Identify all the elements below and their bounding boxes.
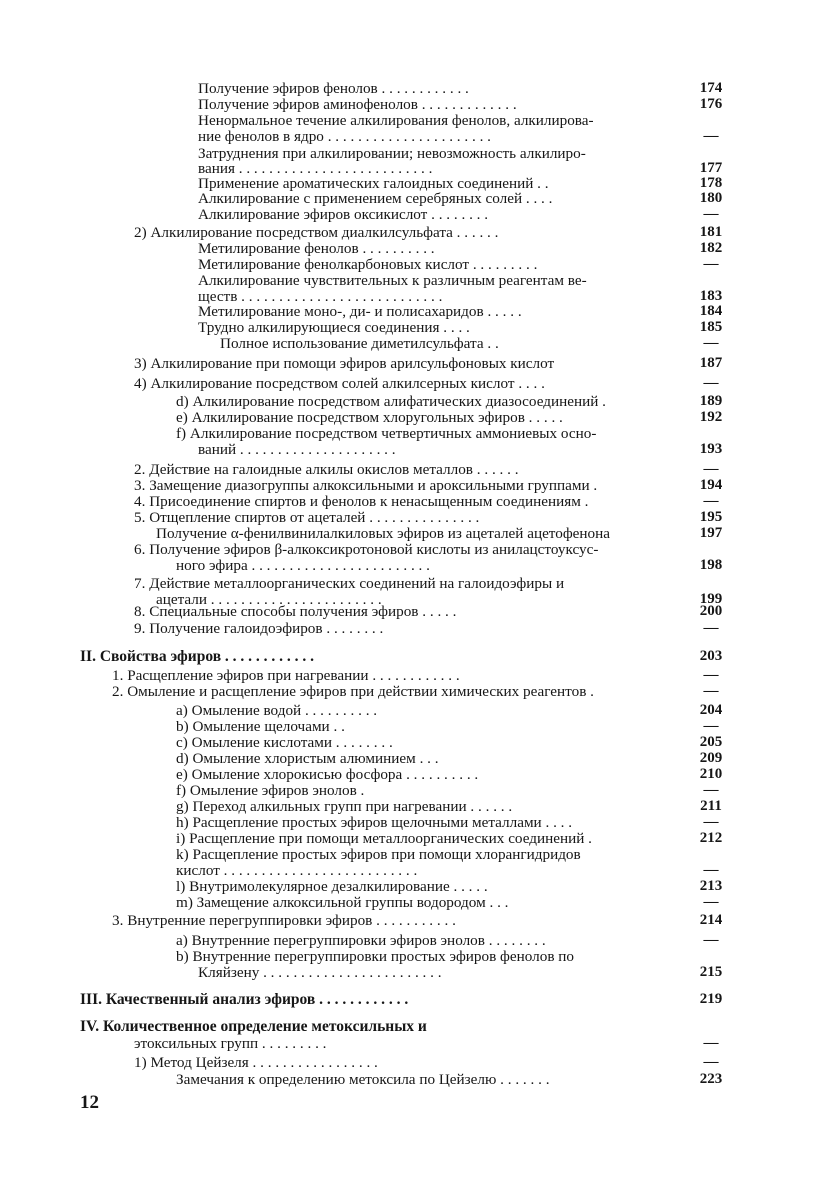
page-number: 12 — [80, 1092, 99, 1113]
toc-entry-text: 1) Метод Цейзеля . . . . . . . . . . . . . . . . . — [134, 1054, 378, 1071]
toc-entry-text: Алкилирование эфиров оксикислот . . . . . . . . — [198, 206, 489, 223]
toc-entry-page: 205 — [699, 734, 723, 750]
toc-entry-page: — — [703, 667, 719, 683]
toc-entry-text: a) Омыление водой . . . . . . . . . . — [176, 702, 378, 719]
toc-entry-text: Полное использование диметилсульфата . . — [220, 335, 499, 352]
toc-entry-page: — — [703, 1054, 719, 1070]
toc-entry-page: — — [703, 493, 719, 509]
toc-entry-text: Алкилирование чувствительных к различным реагентам ве- — [198, 272, 587, 289]
toc-entry-page: — — [703, 1035, 719, 1051]
toc-entry-text: этоксильных групп . . . . . . . . . — [134, 1035, 327, 1052]
toc-entry-page: 215 — [699, 964, 723, 980]
toc-entry-page: 181 — [699, 224, 723, 240]
toc-entry-page: 184 — [699, 303, 723, 319]
toc-entry-page: 178 — [699, 175, 723, 191]
toc-entry-page: — — [703, 375, 719, 391]
toc-entry-text: 1. Расщепление эфиров при нагревании . . . . . . . . . . . . — [112, 667, 460, 684]
toc-entry-text: b) Омыление щелочами . . — [176, 718, 345, 735]
toc-entry-page: 219 — [699, 991, 723, 1007]
toc-entry-text: 4) Алкилирование посредством солей алкилсерных кислот . . . . — [134, 375, 545, 392]
toc-entry-text: 3. Внутренние перегруппировки эфиров . . . . . . . . . . . — [112, 912, 456, 929]
toc-entry-text: g) Переход алкильных групп при нагревании . . . . . . — [176, 798, 513, 815]
toc-entry-text: 5. Отщепление спиртов от ацеталей . . . . . . . . . . . . . . . — [134, 509, 480, 526]
toc-entry-text: 3) Алкилирование при помощи эфиров арилсульфоновых кислот — [134, 355, 555, 372]
toc-entry-page: 212 — [699, 830, 723, 846]
toc-entry-page: 192 — [699, 409, 723, 425]
toc-entry-page: 214 — [699, 912, 723, 928]
toc-entry-text: Получение эфиров аминофенолов . . . . . . . . . . . . . — [198, 96, 517, 113]
toc-entry-page: — — [703, 683, 719, 699]
toc-entry-text: III. Качественный анализ эфиров . . . . . . . . . . . . — [80, 991, 409, 1008]
toc-entry-text: вания . . . . . . . . . . . . . . . . . . . . . . . . . . — [198, 160, 433, 177]
toc-entry-text: ного эфира . . . . . . . . . . . . . . . . . . . . . . . . — [176, 557, 430, 574]
toc-entry-text: ние фенолов в ядро . . . . . . . . . . . . . . . . . . . . . . — [198, 128, 491, 145]
toc-entry-text: f) Алкилирование посредством четвертичных аммониевых осно- — [176, 425, 597, 442]
toc-entry-text: k) Расщепление простых эфиров при помощи хлорангидридов — [176, 846, 581, 863]
toc-entry-text: 4. Присоединение спиртов и фенолов к ненасыщенным соединениям . — [134, 493, 589, 510]
toc-entry-text: ацетали . . . . . . . . . . . . . . . . . . . . . . . — [156, 591, 382, 608]
toc-entry-text: ществ . . . . . . . . . . . . . . . . . . . . . . . . . . . — [198, 288, 443, 305]
toc-entry-text: 6. Получение эфиров β-алкоксикротоновой кислоты из анилацстоуксус- — [134, 541, 599, 558]
toc-entry-text: h) Расщепление простых эфиров щелочными металлами . . . . — [176, 814, 573, 831]
toc-entry-page: — — [703, 932, 719, 948]
toc-entry-text: l) Внутримолекулярное дезалкилирование . . . . . — [176, 878, 488, 895]
toc-entry-text: ваний . . . . . . . . . . . . . . . . . . . . . — [198, 441, 396, 458]
toc-entry-text: f) Омыление эфиров энолов . — [176, 782, 365, 799]
toc-entry-page: — — [703, 814, 719, 830]
toc-entry-page: — — [703, 620, 719, 636]
toc-entry-text: e) Омыление хлорокисью фосфора . . . . . . . . . . — [176, 766, 479, 783]
toc-entry-text: 2. Омыление и расщепление эфиров при действии химических реагентов . — [112, 683, 594, 700]
toc-entry-page: 187 — [699, 355, 723, 371]
toc-entry-page: — — [703, 256, 719, 272]
toc-entry-text: b) Внутренние перегруппировки простых эфиров фенолов по — [176, 948, 575, 965]
toc-entry-text: Ненормальное течение алкилирования фенолов, алкилирова- — [198, 112, 594, 129]
toc-entry-text: Трудно алкилирующиеся соединения . . . . — [198, 319, 470, 336]
toc-entry-text: II. Свойства эфиров . . . . . . . . . . . . — [80, 648, 315, 665]
toc-entry-text: кислот . . . . . . . . . . . . . . . . . . . . . . . . . . — [176, 862, 418, 879]
toc-entry-page: 182 — [699, 240, 723, 256]
toc-entry-page: 210 — [699, 766, 723, 782]
toc-entry-text: 2. Действие на галоидные алкилы окислов металлов . . . . . . — [134, 461, 519, 478]
toc-entry-page: 223 — [699, 1071, 723, 1087]
toc-entry-page: — — [703, 894, 719, 910]
toc-entry-page: 213 — [699, 878, 723, 894]
toc-entry-text: i) Расщепление при помощи металлоорганических соединений . — [176, 830, 592, 847]
toc-entry-text: IV. Количественное определение метоксильных и — [80, 1018, 427, 1035]
toc-entry-page: — — [703, 461, 719, 477]
toc-entry-page: 176 — [699, 96, 723, 112]
toc-entry-page: 200 — [699, 603, 723, 619]
toc-entry-page: 180 — [699, 190, 723, 206]
toc-entry-page: 185 — [699, 319, 723, 335]
toc-entry-text: Применение ароматических галоидных соединений . . — [198, 175, 549, 192]
toc-entry-page: 193 — [699, 441, 723, 457]
toc-entry-text: Кляйзену . . . . . . . . . . . . . . . . . . . . . . . . — [198, 964, 442, 981]
toc-entry-page: 194 — [699, 477, 723, 493]
toc-entry-text: 9. Получение галоидоэфиров . . . . . . . . — [134, 620, 384, 637]
toc-entry-text: 8. Специальные способы получения эфиров . . . . . — [134, 603, 457, 620]
toc-entry-text: 7. Действие металлоорганических соединений на галоидоэфиры и — [134, 575, 565, 592]
toc-entry-page: 209 — [699, 750, 723, 766]
toc-entry-text: d) Омыление хлористым алюминием . . . — [176, 750, 439, 767]
toc-entry-text: 2) Алкилирование посредством диалкилсульфата . . . . . . — [134, 224, 499, 241]
toc-entry-text: Метилирование моно-, ди- и полисахаридов . . . . . — [198, 303, 522, 320]
toc-entry-page: 203 — [699, 648, 723, 664]
toc-entry-page: 195 — [699, 509, 723, 525]
toc-entry-text: Метилирование фенолов . . . . . . . . . . — [198, 240, 435, 257]
toc-entry-page: 189 — [699, 393, 723, 409]
toc-entry-text: Получение эфиров фенолов . . . . . . . . . . . . — [198, 80, 469, 97]
toc-entry-page: — — [703, 206, 719, 222]
toc-entry-page: 177 — [699, 160, 723, 176]
toc-entry-page: — — [703, 782, 719, 798]
toc-entry-page: 198 — [699, 557, 723, 573]
toc-entry-text: Получение α-фенилвинилалкиловых эфиров из ацеталей ацетофенона — [156, 525, 611, 542]
toc-entry-text: 3. Замещение диазогруппы алкоксильными и ароксильными группами . — [134, 477, 598, 494]
toc-entry-page: — — [703, 862, 719, 878]
toc-entry-text: e) Алкилирование посредством хлоругольных эфиров . . . . . — [176, 409, 563, 426]
toc-entry-text: Замечания к определению метоксила по Цейзелю . . . . . . . — [176, 1071, 550, 1088]
toc-entry-page: — — [703, 128, 719, 144]
toc-entry-page: 183 — [699, 288, 723, 304]
toc-entry-text: Метилирование фенолкарбоновых кислот . . . . . . . . . — [198, 256, 538, 273]
toc-entry-text: a) Внутренние перегруппировки эфиров энолов . . . . . . . . — [176, 932, 546, 949]
toc-entry-page: — — [703, 718, 719, 734]
toc-entry-text: d) Алкилирование посредством алифатических диазосоединений . — [176, 393, 606, 410]
toc-entry-page: 174 — [699, 80, 723, 96]
toc-entry-text: c) Омыление кислотами . . . . . . . . — [176, 734, 393, 751]
toc-entry-text: Алкилирование с применением серебряных солей . . . . — [198, 190, 553, 207]
toc-entry-page: — — [703, 335, 719, 351]
toc-entry-page: 211 — [700, 798, 722, 814]
toc-entry-page: 199 — [699, 591, 723, 607]
toc-entry-page: 204 — [699, 702, 723, 718]
toc-entry-text: m) Замещение алкоксильной группы водородом . . . — [176, 894, 509, 911]
toc-entry-page: 197 — [699, 525, 723, 541]
toc-entry-text: Затруднения при алкилировании; невозможность алкилиро- — [198, 145, 586, 162]
